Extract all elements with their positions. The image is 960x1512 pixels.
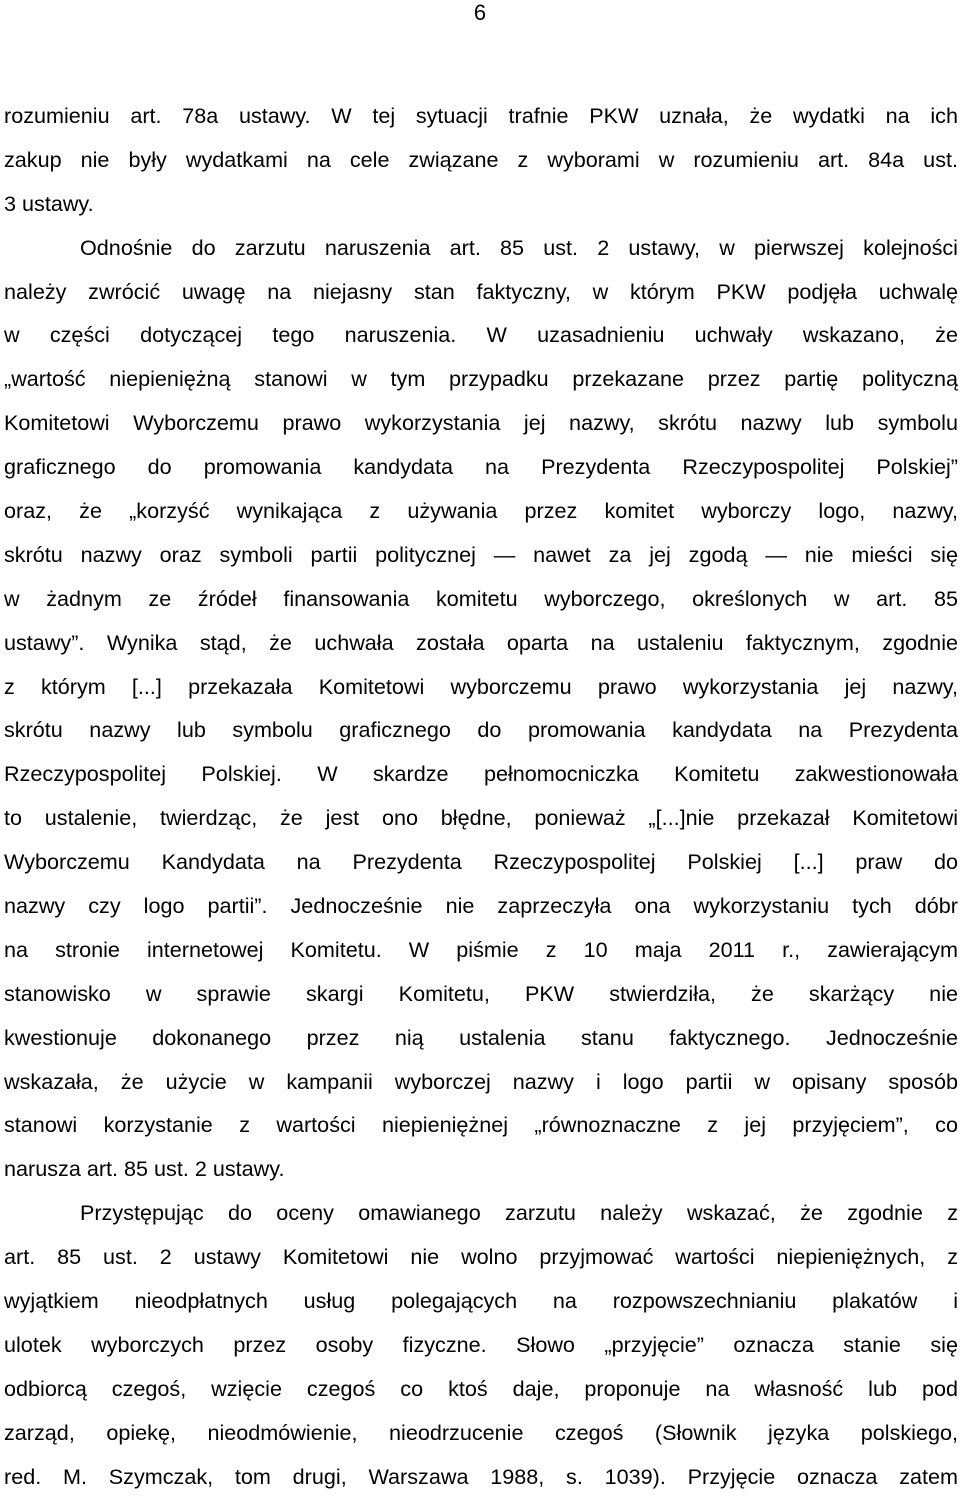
- text-line: Komitetowi Wyborczemu prawo wykorzystania jej nazwy, skrótu nazwy lub symbolu: [4, 410, 958, 436]
- text-line: stanowisko w sprawie skargi Komitetu, PKW stwierdziła, że skarżący nie: [4, 980, 958, 1006]
- text-line: narusza art. 85 ust. 2 ustawy.: [4, 1156, 285, 1182]
- text-line: zarząd, opiekę, nieodmówienie, nieodrzucenie czegoś (Słownik języka polskiego,: [4, 1419, 958, 1445]
- text-line: Wyborczemu Kandydata na Prezydenta Rzeczypospolitej Polskiej [...] praw do: [4, 849, 958, 875]
- text-line: nazwy czy logo partii”. Jednocześnie nie zaprzeczyła ona wykorzystaniu tych dóbr: [4, 893, 958, 919]
- text-line: w części dotyczącej tego naruszenia. W uzasadnieniu uchwały wskazano, że: [4, 322, 958, 348]
- text-line: rozumieniu art. 78a ustawy. W tej sytuacji trafnie PKW uznała, że wydatki na ich: [4, 103, 958, 128]
- text-line: wyjątkiem nieodpłatnych usług polegających na rozpowszechnianiu plakatów i: [4, 1288, 958, 1314]
- text-line: graficznego do promowania kandydata na Prezydenta Rzeczypospolitej Polskiej”: [4, 454, 958, 480]
- text-line: Przystępując do oceny omawianego zarzutu należy wskazać, że zgodnie z: [80, 1200, 958, 1226]
- text-line: 3 ustawy.: [4, 190, 94, 216]
- document-body: [4, 94, 958, 1499]
- text-line: kwestionuje dokonanego przez nią ustalenia stanu faktycznego. Jednocześnie: [4, 1024, 958, 1050]
- text-line: oraz, że „korzyść wynikająca z używania przez komitet wyborczy logo, nazwy,: [4, 498, 958, 524]
- text-line: to ustalenie, twierdząc, że jest ono błędne, ponieważ „[...]nie przekazał Komitetowi: [4, 805, 958, 831]
- text-line: z którym [...] przekazała Komitetowi wyborczemu prawo wykorzystania jej nazwy,: [4, 673, 958, 699]
- text-line: należy zwrócić uwagę na niejasny stan faktyczny, w którym PKW podjęła uchwalę: [4, 278, 958, 304]
- text-line: wskazała, że użycie w kampanii wyborczej nazwy i logo partii w opisany sposób: [4, 1068, 958, 1094]
- text-line: skrótu nazwy oraz symboli partii politycznej — nawet za jej zgodą — nie mieści się: [4, 541, 958, 567]
- text-line: red. M. Szymczak, tom drugi, Warszawa 1988, s. 1039). Przyjęcie oznacza zatem: [4, 1463, 958, 1489]
- text-line: Rzeczypospolitej Polskiej. W skardze pełnomocniczka Komitetu zakwestionowała: [4, 761, 958, 787]
- text-line: „wartość niepieniężną stanowi w tym przypadku przekazane przez partię polityczną: [4, 366, 958, 392]
- text-line: na stronie internetowej Komitetu. W piśmie z 10 maja 2011 r., zawierającym: [4, 936, 958, 962]
- page-number: 6: [473, 0, 487, 25]
- text-line: Odnośnie do zarzutu naruszenia art. 85 ust. 2 ustawy, w pierwszej kolejności: [80, 234, 958, 260]
- text-line: zakup nie były wydatkami na cele związane z wyborami w rozumieniu art. 84a ust.: [4, 146, 958, 172]
- text-line: art. 85 ust. 2 ustawy Komitetowi nie wolno przyjmować wartości niepieniężnych, z: [4, 1244, 958, 1270]
- text-line: w żadnym ze źródeł finansowania komitetu wyborczego, określonych w art. 85: [4, 585, 958, 611]
- text-line: skrótu nazwy lub symbolu graficznego do promowania kandydata na Prezydenta: [4, 717, 958, 743]
- text-line: stanowi korzystanie z wartości niepieniężnej „równoznaczne z jej przyjęciem”, co: [4, 1112, 958, 1138]
- text-line: ustawy”. Wynika stąd, że uchwała została oparta na ustaleniu faktycznym, zgodnie: [4, 629, 958, 655]
- text-line: odbiorcą czegoś, wzięcie czegoś co ktoś daje, proponuje na własność lub pod: [4, 1375, 958, 1401]
- text-line: ulotek wyborczych przez osoby fizyczne. Słowo „przyjęcie” oznacza stanie się: [4, 1331, 958, 1357]
